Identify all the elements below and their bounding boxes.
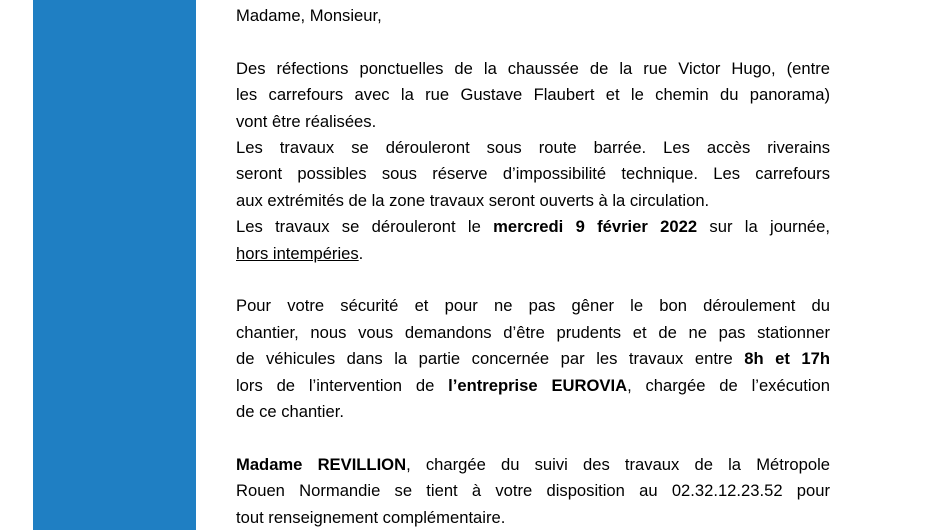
text-line: les carrefours avec la rue Gustave Flaubert et le chemin du panorama) (236, 85, 830, 105)
text-line-hours: de véhicules dans la partie concernée par les travaux entre 8h et 17h (236, 349, 830, 369)
company-name: l’entreprise EUROVIA (448, 375, 628, 395)
text-line-company: lors de l’intervention de l’entreprise EUROVIA, chargée de l’exécution (236, 375, 830, 395)
greeting: Madame, Monsieur, (236, 6, 382, 25)
text-line-weather: hors intempéries. (236, 243, 364, 263)
text-line: aux extrémités de la zone travaux seront ouverts à la circulation. (236, 190, 710, 210)
text-line: Les travaux se dérouleront sous route barrée. Les accès riverains (236, 138, 830, 158)
text-line-date: Les travaux se dérouleront le mercredi 9 février 2022 sur la journée, (236, 217, 830, 237)
text-line: tout renseignement complémentaire. (236, 507, 506, 527)
text-line: seront possibles sous réserve d’impossibilité technique. Les carrefours (236, 164, 830, 184)
paragraph-works (236, 56, 830, 267)
paragraph-contact (236, 452, 830, 531)
text-line: de ce chantier. (236, 402, 344, 422)
text-line: Des réfections ponctuelles de la chaussée de la rue Victor Hugo, (entre (236, 58, 830, 78)
contact-name: Madame REVILLION (236, 454, 407, 474)
letter-body (236, 0, 830, 531)
paragraph-safety (236, 293, 830, 425)
work-hours: 8h et 17h (744, 349, 830, 369)
blue-side-bar (33, 0, 196, 530)
weather-condition: hors intempéries (236, 243, 359, 263)
text-line: chantier, nous vous demandons d’être prudents et de ne pas stationner (236, 322, 830, 342)
text-line: Pour votre sécurité et pour ne pas gêner le bon déroulement du (236, 296, 830, 316)
text-line-phone: Rouen Normandie se tient à votre disposition au 02.32.12.23.52 pour (236, 481, 830, 501)
text-line-contact: Madame REVILLION, chargée du suivi des travaux de la Métropole (236, 454, 830, 474)
work-date: mercredi 9 février 2022 (493, 217, 698, 237)
text-line: vont être réalisées. (236, 111, 377, 131)
